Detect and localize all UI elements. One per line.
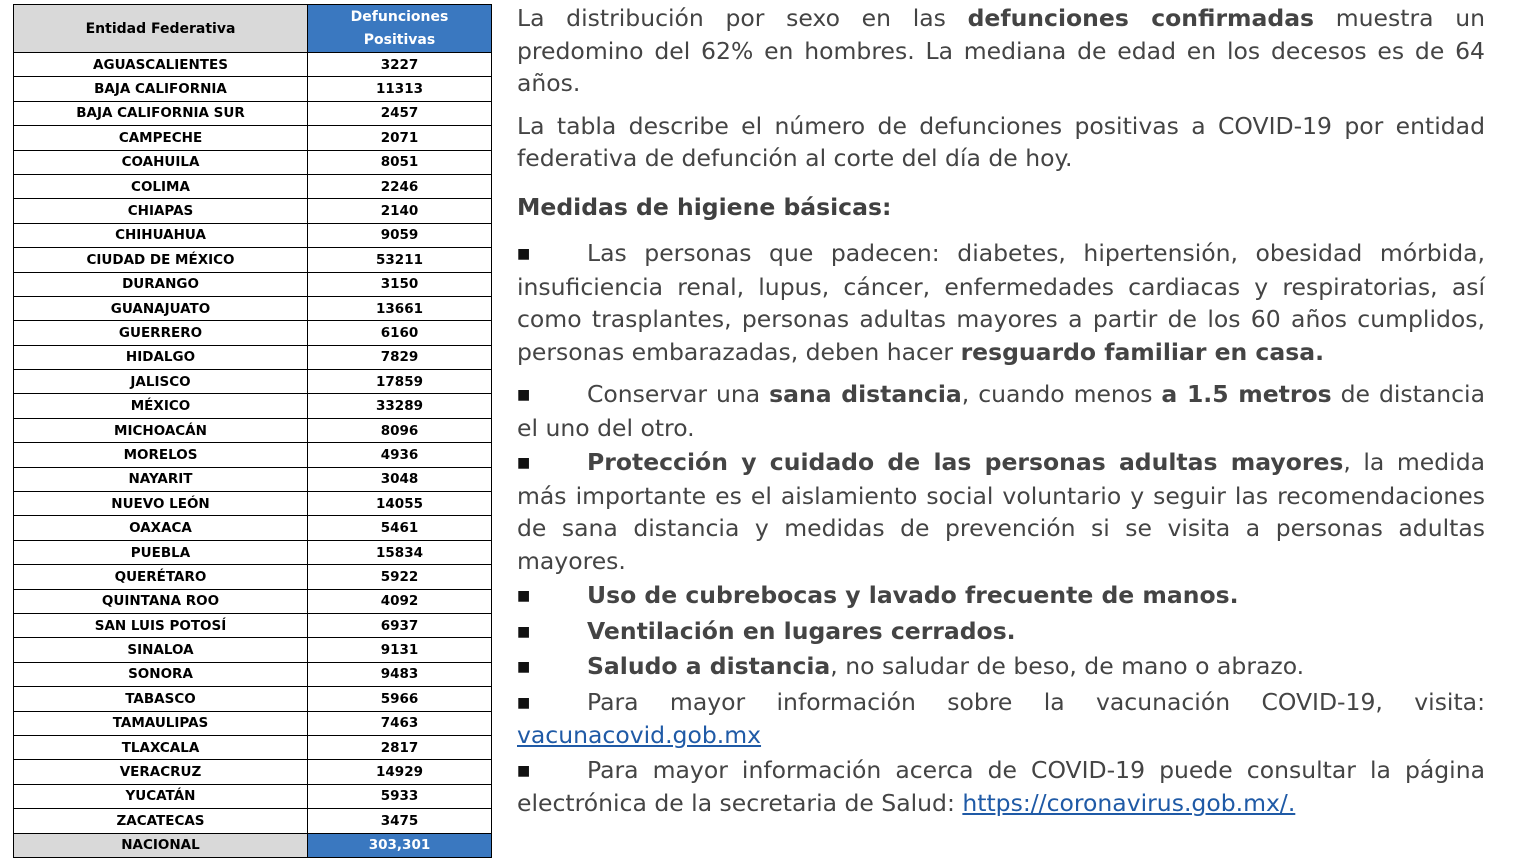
entity-cell: SONORA bbox=[14, 662, 308, 686]
table-body bbox=[14, 53, 492, 834]
entity-cell: JALISCO bbox=[14, 370, 308, 394]
deaths-cell: 5461 bbox=[308, 516, 492, 540]
entity-cell: COLIMA bbox=[14, 174, 308, 198]
entity-cell: MÉXICO bbox=[14, 394, 308, 418]
measure-item-7 bbox=[517, 686, 1485, 752]
deaths-cell: 2140 bbox=[308, 199, 492, 223]
table-row bbox=[14, 101, 492, 125]
entity-cell: CHIHUAHUA bbox=[14, 223, 308, 247]
entity-cell: TABASCO bbox=[14, 687, 308, 711]
entity-cell: TAMAULIPAS bbox=[14, 711, 308, 735]
text-column bbox=[517, 2, 1485, 822]
p1-text-a: La distribución por sexo en las bbox=[517, 4, 968, 32]
p1-text-c: muestra un predomino del 62% en hombres. La mediana de edad en los decesos es de 64 años. bbox=[517, 4, 1485, 97]
table-row bbox=[14, 516, 492, 540]
table-row bbox=[14, 77, 492, 101]
entity-cell: BAJA CALIFORNIA SUR bbox=[14, 101, 308, 125]
deaths-cell: 33289 bbox=[308, 394, 492, 418]
bullet-icon: ■ bbox=[517, 762, 531, 779]
m2-text-e: de distancia el uno del otro. bbox=[517, 380, 1485, 442]
table-row bbox=[14, 711, 492, 735]
deaths-cell: 9483 bbox=[308, 662, 492, 686]
table-row bbox=[14, 370, 492, 394]
deaths-cell: 8096 bbox=[308, 418, 492, 442]
m2-text-bold-1: sana distancia bbox=[769, 380, 962, 408]
measure-item-3 bbox=[517, 446, 1485, 577]
deaths-cell: 7463 bbox=[308, 711, 492, 735]
table-row bbox=[14, 150, 492, 174]
table-row bbox=[14, 126, 492, 150]
deaths-cell: 5922 bbox=[308, 565, 492, 589]
entity-cell: VERACRUZ bbox=[14, 760, 308, 784]
deaths-cell: 8051 bbox=[308, 150, 492, 174]
vaccine-site-link[interactable]: vacunacovid.gob.mx bbox=[517, 721, 762, 749]
column-header-deaths-line2: Positivas bbox=[363, 31, 436, 48]
deaths-cell: 3150 bbox=[308, 272, 492, 296]
m4-text-bold: Uso de cubrebocas y lavado frecuente de manos. bbox=[587, 581, 1239, 609]
m6-text: , no saludar de beso, de mano o abrazo. bbox=[830, 652, 1305, 680]
deaths-cell: 11313 bbox=[308, 77, 492, 101]
table-header-row bbox=[14, 5, 492, 53]
m3-text-bold: Protección y cuidado de las personas adultas mayores bbox=[587, 448, 1344, 476]
deaths-cell: 4092 bbox=[308, 589, 492, 613]
coronavirus-site-link[interactable]: https://coronavirus.gob.mx/. bbox=[962, 789, 1296, 817]
table-row bbox=[14, 760, 492, 784]
entity-cell: NUEVO LEÓN bbox=[14, 492, 308, 516]
entity-cell: DURANGO bbox=[14, 272, 308, 296]
measure-item-8 bbox=[517, 754, 1485, 820]
table-row bbox=[14, 443, 492, 467]
entity-cell: AGUASCALIENTES bbox=[14, 53, 308, 77]
table-row bbox=[14, 809, 492, 833]
table-row bbox=[14, 394, 492, 418]
m2-text-c: , cuando menos bbox=[961, 380, 1162, 408]
m6-text-bold: Saludo a distancia bbox=[587, 652, 831, 680]
deaths-cell: 2457 bbox=[308, 101, 492, 125]
bullet-icon: ■ bbox=[517, 623, 531, 640]
entity-cell: NAYARIT bbox=[14, 467, 308, 491]
table-row bbox=[14, 296, 492, 320]
table-row bbox=[14, 248, 492, 272]
measure-item-4 bbox=[517, 579, 1485, 613]
entity-cell: MORELOS bbox=[14, 443, 308, 467]
deaths-cell: 9131 bbox=[308, 638, 492, 662]
table-row bbox=[14, 589, 492, 613]
table-row bbox=[14, 784, 492, 808]
measure-item-1 bbox=[517, 237, 1485, 368]
bullet-icon: ■ bbox=[517, 588, 531, 604]
bullet-icon: ■ bbox=[517, 455, 531, 471]
table-row bbox=[14, 174, 492, 198]
entity-cell: PUEBLA bbox=[14, 540, 308, 564]
deaths-cell: 9059 bbox=[308, 223, 492, 247]
entity-cell: SINALOA bbox=[14, 638, 308, 662]
table-row bbox=[14, 199, 492, 223]
table-total-row bbox=[14, 833, 492, 857]
deaths-cell: 6937 bbox=[308, 613, 492, 637]
deaths-cell: 53211 bbox=[308, 248, 492, 272]
deaths-cell: 5966 bbox=[308, 687, 492, 711]
entity-cell: GUERRERO bbox=[14, 321, 308, 345]
entity-cell: SAN LUIS POTOSÍ bbox=[14, 613, 308, 637]
entity-cell: OAXACA bbox=[14, 516, 308, 540]
entity-cell: ZACATECAS bbox=[14, 809, 308, 833]
paragraph-table-description: La tabla describe el número de defunciones positivas a COVID-19 por entidad federativa de defunción al corte del día de hoy. bbox=[517, 111, 1485, 172]
table-row bbox=[14, 467, 492, 491]
deaths-cell: 13661 bbox=[308, 296, 492, 320]
entity-cell: QUINTANA ROO bbox=[14, 589, 308, 613]
m8-text: Para mayor información acerca de COVID-19 puede consultar la página electrónica de la secretaria de Salud: bbox=[517, 755, 1485, 817]
column-header-deaths bbox=[308, 5, 492, 53]
m3-text: , la medida más importante es el aislamiento social voluntario y seguir las recomendaciones de sana distancia y medidas de prevención si se visita a personas adultas mayores. bbox=[517, 448, 1486, 575]
table-row bbox=[14, 735, 492, 759]
table-row bbox=[14, 540, 492, 564]
measure-item-5 bbox=[517, 615, 1485, 649]
bullet-icon: ■ bbox=[517, 694, 531, 711]
deaths-cell: 17859 bbox=[308, 370, 492, 394]
deaths-by-state-table bbox=[13, 4, 492, 858]
total-label: NACIONAL bbox=[14, 833, 308, 857]
total-value: 303,301 bbox=[308, 833, 492, 857]
column-header-entity: Entidad Federativa bbox=[14, 5, 308, 53]
deaths-cell: 5933 bbox=[308, 784, 492, 808]
deaths-cell: 2071 bbox=[308, 126, 492, 150]
table-row bbox=[14, 492, 492, 516]
deaths-cell: 7829 bbox=[308, 345, 492, 369]
m5-text-bold: Ventilación en lugares cerrados. bbox=[587, 616, 1016, 645]
p1-text-bold: defunciones confirmadas bbox=[967, 4, 1315, 32]
table-row bbox=[14, 223, 492, 247]
paragraph-sex-distribution bbox=[517, 2, 1485, 100]
m2-text-bold-2: a 1.5 metros bbox=[1161, 380, 1332, 408]
bullet-icon: ■ bbox=[517, 659, 531, 675]
deaths-cell: 15834 bbox=[308, 540, 492, 564]
m2-text-a: Conservar una bbox=[587, 380, 770, 408]
table-row bbox=[14, 638, 492, 662]
bullet-icon: ■ bbox=[517, 387, 531, 403]
entity-cell: TLAXCALA bbox=[14, 735, 308, 759]
deaths-cell: 2817 bbox=[308, 735, 492, 759]
table-row bbox=[14, 687, 492, 711]
table-row bbox=[14, 345, 492, 369]
table-row bbox=[14, 272, 492, 296]
entity-cell: GUANAJUATO bbox=[14, 296, 308, 320]
deaths-cell: 4936 bbox=[308, 443, 492, 467]
table-row bbox=[14, 53, 492, 77]
table-row bbox=[14, 565, 492, 589]
table-row bbox=[14, 418, 492, 442]
m1-text-bold: resguardo familiar en casa. bbox=[960, 337, 1324, 366]
entity-cell: YUCATÁN bbox=[14, 784, 308, 808]
deaths-cell: 14055 bbox=[308, 492, 492, 516]
deaths-cell: 3048 bbox=[308, 467, 492, 491]
entity-cell: CAMPECHE bbox=[14, 126, 308, 150]
m7-text: Para mayor información sobre la vacunación COVID-19, visita: bbox=[587, 687, 1485, 716]
entity-cell: CHIAPAS bbox=[14, 199, 308, 223]
entity-cell: COAHUILA bbox=[14, 150, 308, 174]
entity-cell: CIUDAD DE MÉXICO bbox=[14, 248, 308, 272]
m1-text: Las personas que padecen: diabetes, hipertensión, obesidad mórbida, insuficiencia renal, lupus, cáncer, enfermedades cardiacas y respiratorias, así como trasplantes, personas adultas mayores a partir de los 60 años cumplidos, personas embarazadas, deben hacer bbox=[517, 239, 1485, 366]
deaths-cell: 3475 bbox=[308, 809, 492, 833]
deaths-cell: 14929 bbox=[308, 760, 492, 784]
table-row bbox=[14, 321, 492, 345]
hygiene-heading: Medidas de higiene básicas: bbox=[517, 192, 892, 221]
deaths-cell: 6160 bbox=[308, 321, 492, 345]
table-row bbox=[14, 613, 492, 637]
column-header-deaths-line1: Defunciones bbox=[350, 8, 449, 25]
entity-cell: QUERÉTARO bbox=[14, 565, 308, 589]
deaths-cell: 2246 bbox=[308, 174, 492, 198]
entity-cell: BAJA CALIFORNIA bbox=[14, 77, 308, 101]
measure-item-6 bbox=[517, 650, 1485, 684]
entity-cell: HIDALGO bbox=[14, 345, 308, 369]
deaths-cell: 3227 bbox=[308, 53, 492, 77]
measure-item-2 bbox=[517, 378, 1485, 444]
entity-cell: MICHOACÁN bbox=[14, 418, 308, 442]
bullet-icon: ■ bbox=[517, 246, 531, 262]
table-row bbox=[14, 662, 492, 686]
